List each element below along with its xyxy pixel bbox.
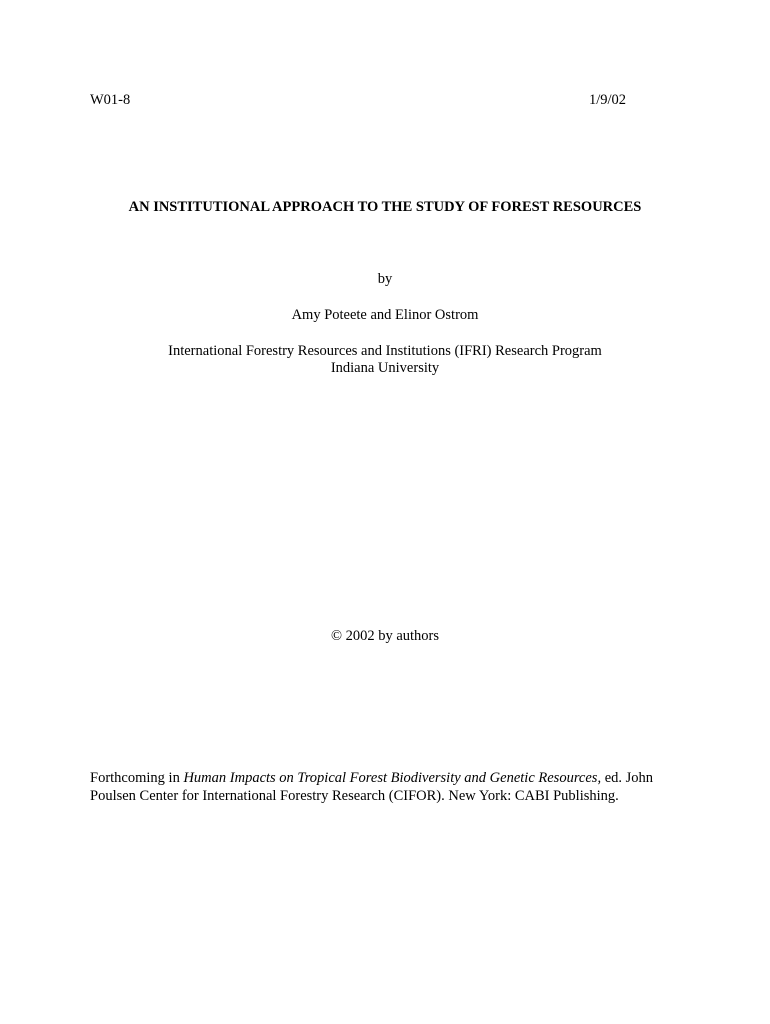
institution-line-2: Indiana University	[330, 360, 440, 376]
institution-line-1: International Forestry Resources and Institutions (IFRI) Research Program	[168, 343, 602, 359]
document-id: W01-8	[90, 92, 131, 108]
forthcoming-editor: ed. John	[601, 770, 654, 786]
document-title: AN INSTITUTIONAL APPROACH TO THE STUDY OF FOREST RESOURCES	[128, 199, 642, 215]
forthcoming-line-2: Poulsen Center for International Forestry Research (CIFOR). New York: CABI Publishing.	[90, 788, 619, 804]
book-title: Human Impacts on Tropical Forest Biodiversity and Genetic Resources,	[183, 770, 602, 786]
copyright-notice: © 2002 by authors	[330, 628, 440, 644]
authors: Amy Poteete and Elinor Ostrom	[291, 307, 479, 323]
document-date: 1/9/02	[588, 92, 626, 108]
forthcoming-prefix: Forthcoming in	[90, 770, 184, 786]
byline-by: by	[377, 271, 393, 287]
forthcoming-line-1	[90, 769, 710, 787]
